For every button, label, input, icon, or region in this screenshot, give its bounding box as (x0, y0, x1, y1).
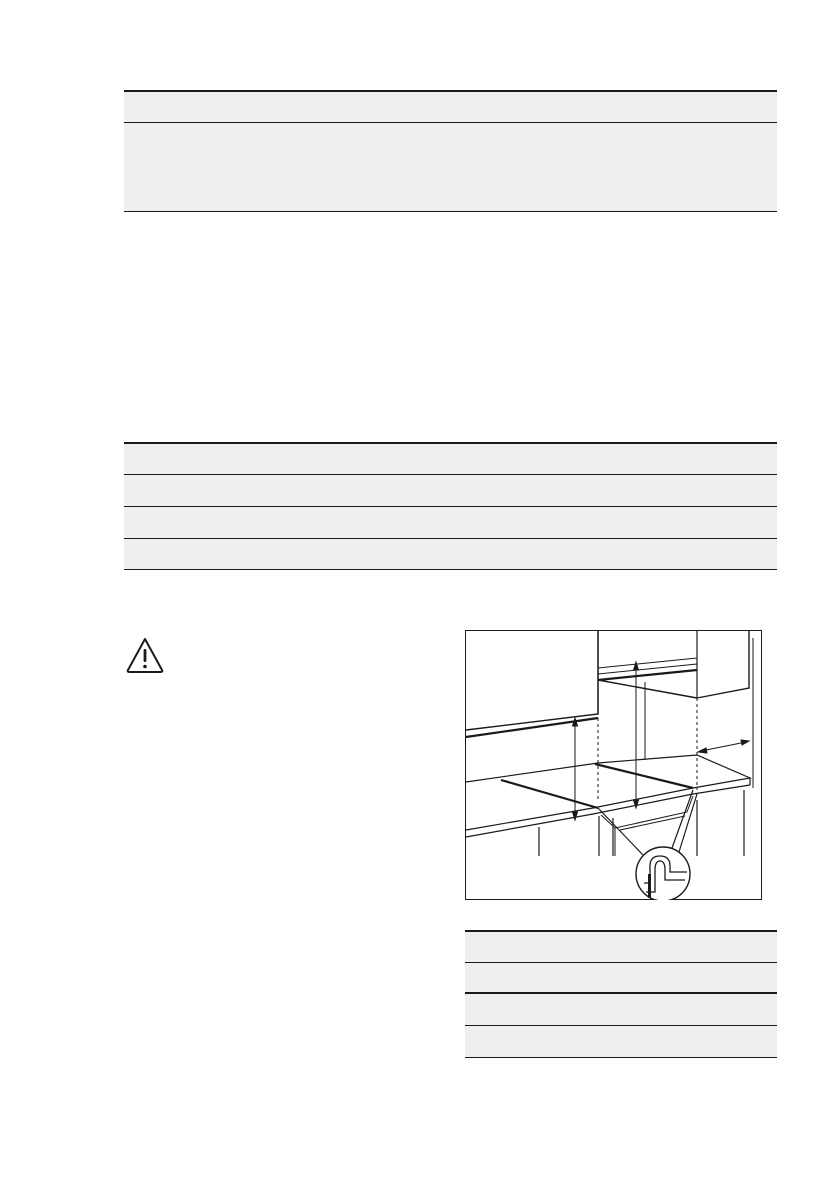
hob-installation-diagram (465, 630, 762, 900)
top-table (124, 90, 777, 213)
table-row (124, 444, 777, 474)
table-row (124, 507, 777, 538)
table-row (124, 475, 777, 506)
table-row (124, 123, 777, 211)
table-row (124, 539, 777, 569)
table-row (465, 963, 777, 992)
figure-table (465, 930, 777, 1059)
table-row (124, 92, 777, 122)
mid-table (124, 442, 777, 571)
warning-triangle-icon (125, 636, 165, 674)
table-row (465, 1026, 777, 1057)
table-row (465, 932, 777, 962)
table-row (465, 994, 777, 1025)
